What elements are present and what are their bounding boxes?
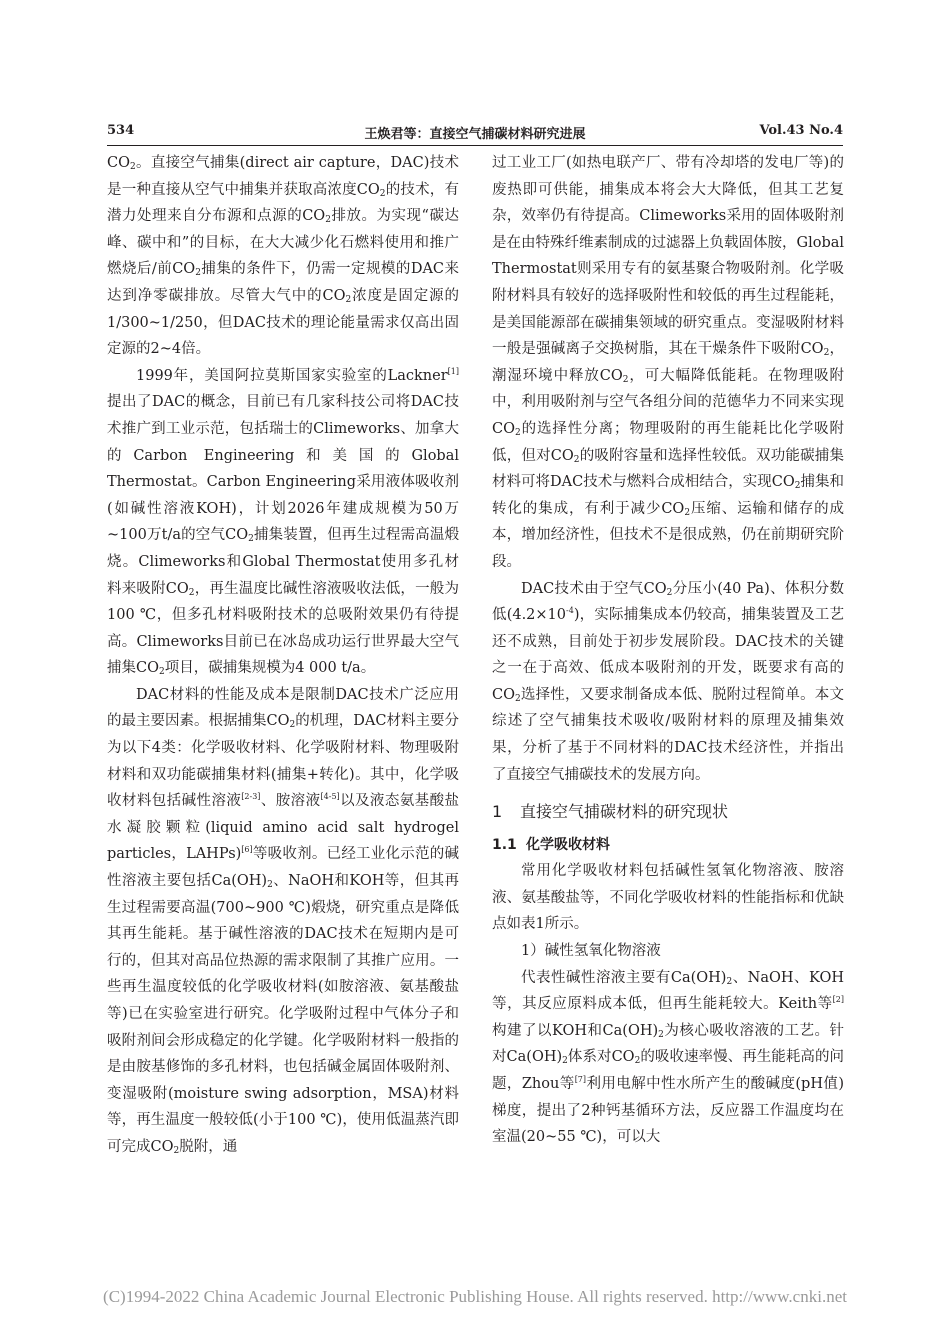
paragraph: 1999年，美国阿拉莫斯国家实验室的Lackner[1]提出了DAC的概念，目前已有几家科技公司将DAC技术推广到工业示范，包括瑞士的Climeworks、加拿大的Carbon Engineering和美国的Global Thermostat。Carbon Engineering采用液体吸收剂(如碱性溶液KOH)，计划2026年建成规模为50万~100万t/a的空气$CO_2$捕集装置，但再生过程需高温煅烧。Climeworks和Global Thermostat使用多孔材料来吸附$CO_2$，再生温度比碱性溶液吸收法低，一般为100 ℃，但多孔材料吸附技术的总吸附效果仍有待提高。Climeworks目前已在冰岛成功运行世界最大空气捕集$CO_2$项目，碳捕集规模为4 000 t/a。 bbox=[107, 366, 460, 678]
copyright-footer: (C)1994-2022 China Academic Journal Electronic Publishing House. All rights reserved. http://www.cnki.net bbox=[103, 1287, 847, 1306]
list-heading: 1）碱性氢氧化物溶液 bbox=[521, 943, 661, 960]
paragraph: DAC材料的性能及成本是限制DAC技术广泛应用的最主要因素。根据捕集$CO_2$的机理，DAC材料主要分为以下4类：化学吸收材料、化学吸附材料、物理吸附材料和双功能碳捕集材料(捕集+转化)。其中，化学吸收材料包括碱性溶液[2-3]、胺溶液[4-5]以及液态氨基酸盐水凝胶颗粒(liquid amino acid salt hydrogel particles，LAHPs)[6]等吸收剂。已经工业化示范的碱性溶液主要包括$Ca(OH)_2$、NaOH和KOH等，但其再生过程需要高温(700~900 ℃)煅烧，研究重点是降低其再生能耗。基于碱性溶液的DAC技术在短期内是可行的，但其对高品位热源的需求限制了其推广应用。一些再生温度较低的化学吸收材料(如胺溶液、氨基酸盐等)已在实验室进行研究。化学吸附过程中气体分子和吸附剂间会形成稳定的化学键。化学吸附材料一般指的是由胺基修饰的多孔材料，也包括碱金属固体吸附剂、变湿吸附(moisture swing adsorption，MSA)材料等，再生温度一般较低(小于100 ℃)，使用低温蒸汽即可完成$CO_2$脱附，通 bbox=[107, 686, 460, 1156]
paragraph: DAC技术由于空气$CO_2$分压小(40 Pa)、体积分数低$(4.2\times 10^{-4})$，实际捕集成本仍较高，捕集装置及工艺还不成熟，目前处于初步发展阶段。DAC技术的关键之一在于高效、低成本吸附剂的开发，既要求有高的$CO_2$选择性，又要求制备成本低、脱附过程简单。本文综述了空气捕集技术吸收/吸附材料的原理及捕集效果，分析了基于不同材料的DAC技术经济性，并指出了直接空气捕碳技术的发展方向。 bbox=[492, 580, 844, 783]
page-number: 534 bbox=[107, 123, 135, 138]
paragraph: $CO_2$。直接空气捕集(direct air capture，DAC)技术是一种直接从空气中捕集并获取高浓度$CO_2$的技术，有潜力处理来自分布源和点源的$CO_2$排放。为实现“碳达峰、碳中和”的目标，在大大减少化石燃料使用和推广燃烧后/前$CO_2$捕集的条件下，仍需一定规模的DAC来达到净零碳排放。尽管大气中的$CO_2$浓度是固定源的1/300~1/250，但DAC技术的理论能量需求仅高出固定源的2~4倍。 bbox=[107, 155, 460, 358]
paragraph: 代表性碱性溶液主要有$Ca(OH)_2$、NaOH、KOH等，其反应原料成本低，但再生能耗较大。Keith等[2]构建了以KOH和$Ca(OH)_2$为核心吸收溶液的工艺。针对$Ca(OH)_2$体系对$CO_2$的吸收速率慢、再生能耗高的问题，Zhou等[7]利用电解中性水所产生的酸碱度(pH值)梯度，提出了2种钙基循环方法，反应器工作温度均在室温(20~55 ℃)，可以大 bbox=[492, 969, 845, 1146]
header-rule bbox=[107, 145, 843, 146]
citation: [7] bbox=[574, 1075, 587, 1084]
running-title: 王焕君等：直接空气捕碳材料研究进展 bbox=[364, 127, 586, 142]
citation: [2] bbox=[832, 995, 844, 1005]
paragraph: 常用化学吸收材料包括碱性氢氧化物溶液、胺溶液、氨基酸盐等，不同化学吸收材料的性能指标和优缺点如表1所示。 bbox=[492, 863, 844, 933]
subsection-heading: 1.1 化学吸收材料 bbox=[492, 837, 610, 854]
right-column bbox=[492, 150, 844, 1151]
citation: [4-5] bbox=[320, 792, 340, 802]
citation: [2-3] bbox=[241, 792, 261, 802]
running-header bbox=[107, 123, 843, 143]
volume-issue: Vol.43 No.4 bbox=[759, 123, 843, 138]
citation: [1] bbox=[447, 366, 459, 376]
left-column bbox=[107, 150, 459, 1161]
paragraph: 过工业工厂(如热电联产厂、带有冷却塔的发电厂等)的废热即可供能，捕集成本将会大大降低，但其工艺复杂，效率仍有待提高。Climeworks采用的固体吸附剂是在由特殊纤维素制成的过滤器上负载固体胺，Global Thermostat则采用专有的氨基聚合物吸附剂。化学吸附材料具有较好的选择吸附性和较低的再生过程能耗，是美国能源部在碳捕集领域的研究重点。变湿吸附材料一般是强碱离子交换树脂，其在干燥条件下吸附$CO_2$，潮湿环境中释放$CO_2$，可大幅降低能耗。在物理吸附中，利用吸附剂与空气各组分间的范德华力不同来实现$CO_2$的选择性分离；物理吸附的再生能耗比化学吸附低，但对$CO_2$的吸附容量和选择性较低。双功能碳捕集材料可将DAC技术与燃料合成相结合，实现$CO_2$捕集和转化的集成，有利于减少$CO_2$压缩、运输和储存的成本，增加经济性，但技术不是很成熟，仍在前期研究阶段。 bbox=[492, 155, 845, 570]
citation: [6] bbox=[241, 845, 253, 855]
section-heading: 1 直接空气捕碳材料的研究现状 bbox=[492, 802, 729, 822]
